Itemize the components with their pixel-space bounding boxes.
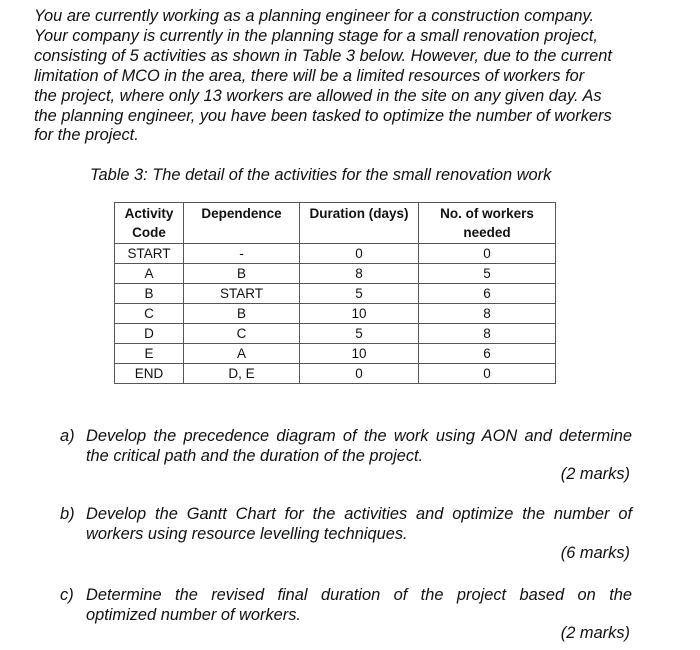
header-dependence-label: Dependence [201, 206, 282, 221]
table-row [115, 324, 556, 344]
header-activity-code [115, 203, 184, 244]
cell-dependence: START [184, 284, 300, 304]
question-label: b) [60, 505, 75, 523]
cell-dependence: C [184, 324, 300, 344]
cell-code: C [115, 304, 184, 324]
header-duration [300, 203, 419, 244]
question-text [86, 426, 632, 466]
question-label: c) [60, 586, 74, 604]
intro-paragraph [34, 7, 634, 146]
cell-duration: 10 [300, 344, 419, 364]
question-line: Develop the precedence diagram of the work using AON and determine [86, 427, 632, 445]
table-row [115, 364, 556, 384]
question-line: Develop the Gantt Chart for the activities and optimize the number of [86, 505, 632, 523]
question-line: workers using resource levelling techniques. [86, 525, 408, 543]
cell-duration: 8 [300, 264, 419, 284]
cell-workers: 6 [419, 344, 556, 364]
cell-dependence: D, E [184, 364, 300, 384]
cell-dependence: B [184, 264, 300, 284]
cell-code: START [115, 244, 184, 264]
cell-workers: 6 [419, 284, 556, 304]
table-row [115, 244, 556, 264]
cell-code: B [115, 284, 184, 304]
cell-duration: 0 [300, 364, 419, 384]
question-a-marks: (2 marks) [560, 465, 630, 483]
intro-line: You are currently working as a planning engineer for a construction company. [34, 7, 595, 25]
question-line: the critical path and the duration of the project. [86, 447, 424, 465]
cell-code: A [115, 264, 184, 284]
cell-duration: 0 [300, 244, 419, 264]
table-caption: Table 3: The detail of the activities for the small renovation work [90, 166, 552, 184]
cell-workers: 0 [419, 244, 556, 264]
table-row [115, 344, 556, 364]
question-b [60, 504, 660, 544]
intro-line: consisting of 5 activities as shown in Table 3 below. However, due to the current [34, 46, 612, 65]
cell-workers: 8 [419, 304, 556, 324]
cell-code: E [115, 344, 184, 364]
cell-workers: 5 [419, 264, 556, 284]
cell-code: END [115, 364, 184, 384]
cell-duration: 5 [300, 284, 419, 304]
cell-workers: 8 [419, 324, 556, 344]
header-activity-line1: Activity [124, 206, 174, 221]
header-dependence [184, 203, 300, 244]
table-row [115, 304, 556, 324]
cell-dependence: - [184, 244, 300, 264]
table-row [115, 264, 556, 284]
question-line: optimized number of workers. [86, 606, 301, 624]
header-duration-label: Duration (days) [309, 206, 409, 221]
header-workers-line1: No. of workers [440, 206, 534, 221]
question-b-marks: (6 marks) [560, 544, 630, 562]
question-a [60, 426, 660, 466]
header-workers [419, 203, 556, 244]
cell-duration: 5 [300, 324, 419, 344]
header-activity-line2: Code [132, 225, 166, 240]
cell-dependence: B [184, 304, 300, 324]
table-header-row [115, 203, 556, 244]
intro-line: the planning engineer, you have been tasked to optimize the number of workers [34, 106, 612, 125]
question-text [86, 504, 632, 544]
cell-duration: 10 [300, 304, 419, 324]
intro-line: Your company is currently in the planning stage for a small renovation project, [34, 26, 598, 45]
intro-line: the project, where only 13 workers are allowed in the site on any given day. As [34, 86, 602, 105]
intro-line: for the project. [34, 126, 139, 145]
cell-dependence: A [184, 344, 300, 364]
cell-workers: 0 [419, 364, 556, 384]
question-c-marks: (2 marks) [560, 624, 630, 642]
table-row [115, 284, 556, 304]
header-workers-line2: needed [463, 225, 511, 240]
activities-table [114, 202, 556, 384]
question-c [60, 585, 660, 625]
question-text [86, 585, 632, 625]
question-line: Determine the revised final duration of the project based on the [86, 586, 632, 604]
intro-line: limitation of MCO in the area, there will be a limited resources of workers for [34, 66, 585, 85]
cell-code: D [115, 324, 184, 344]
question-label: a) [60, 427, 75, 445]
